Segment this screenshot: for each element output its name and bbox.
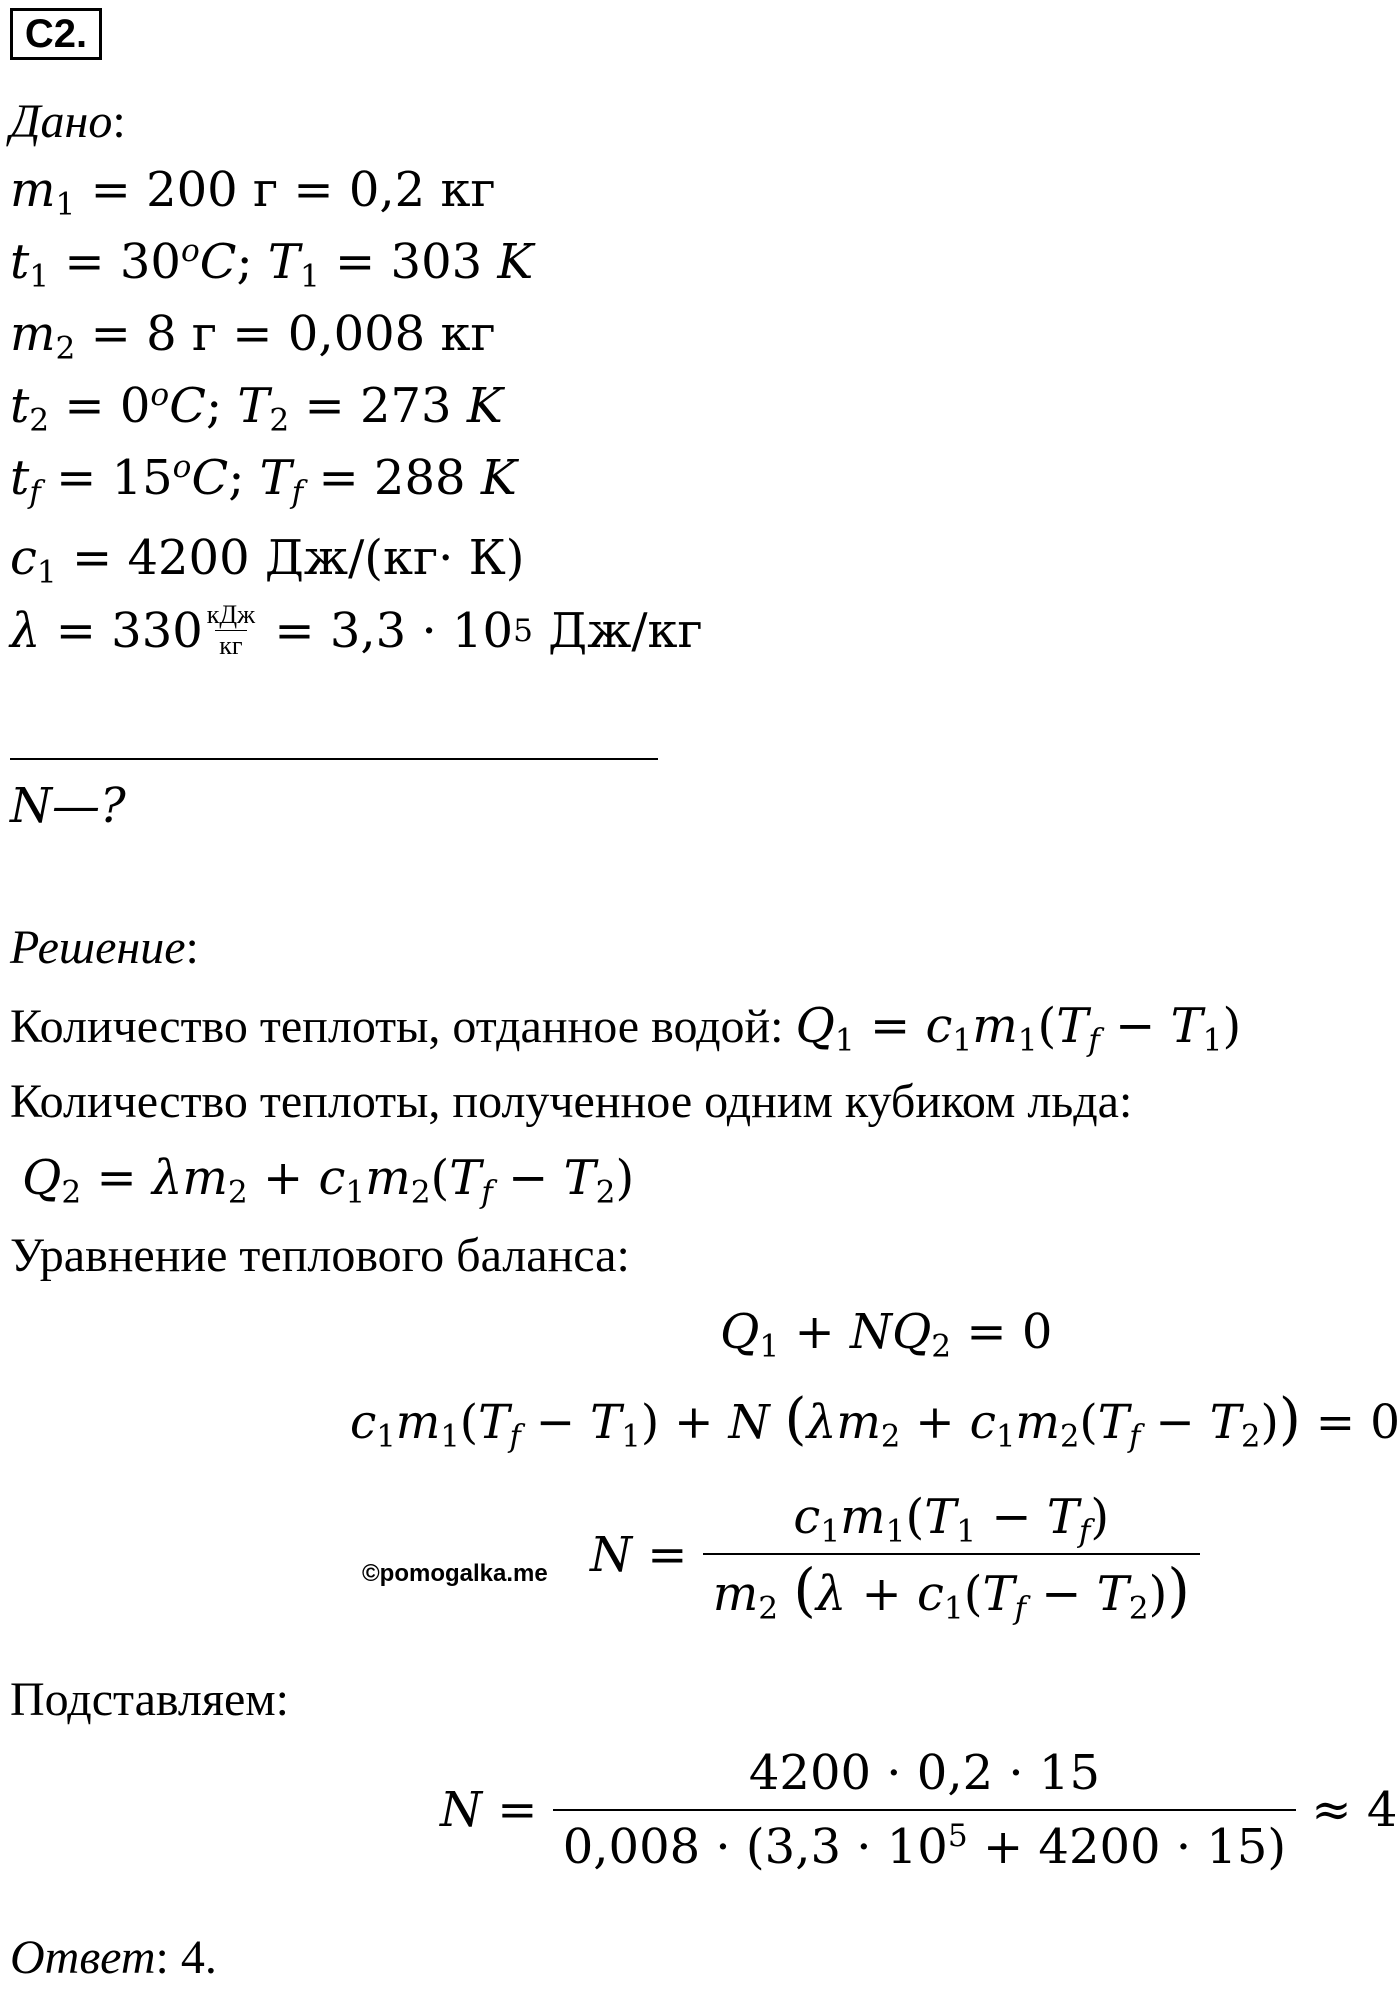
q1-text: Количество теплоты, отданное водой: <box>10 1000 784 1053</box>
answer-value: 4. <box>180 1931 217 1984</box>
substitution-numerator: 4200 · 0,2 · 15 <box>748 1745 1100 1801</box>
q1-formula: $Q_1 = c_1m_1(T_f - T_1)$ <box>795 998 1242 1059</box>
n-formula-numerator: $c_1m_1(T_1 - T_f)$ <box>793 1488 1110 1550</box>
given-label: Дано <box>10 95 113 148</box>
given-m1: $m_1 = 200$ г = 0,2 кг <box>10 162 496 223</box>
n-formula-denominator: $m_2$ $(\lambda + c_1(T_f - T_2))$ <box>703 1553 1200 1624</box>
lambda-unit-fraction: $\frac{\text{кДж}}{кг}$ <box>206 600 256 660</box>
n-formula-fraction <box>703 1487 1200 1627</box>
given-lambda: λ = 330 $\frac{\text{кДж}}{кг}$ = 3,3 · 10 5 Дж/кг <box>10 600 703 660</box>
q2-text: Количество теплоты, полученное одним кубиком льда: <box>10 1075 1133 1128</box>
substitution-result: ≈ 4 <box>1311 1782 1398 1838</box>
given-c1: $c_1 = 4200$ Дж/(кг· К) <box>10 530 525 591</box>
problem-number: C2. <box>10 8 102 60</box>
substitute-text: Подставляем: <box>10 1673 289 1726</box>
n-formula: N = $\frac{c_1m_1(T_1 - T_f)}{m_2 (\lambda + c_1(T_f - T_2))}$ <box>590 1460 1200 1650</box>
given-heading: Дано: <box>10 95 126 148</box>
answer-label: Ответ <box>10 1931 156 1984</box>
given-m2: $m_2 = 8$ г = 0,008 кг <box>10 306 496 367</box>
given-divider <box>10 758 658 760</box>
given-t2: $t_2 = 0^oC$; $T_2 = 273$ K <box>10 376 503 439</box>
balance-text: Уравнение теплового баланса: <box>10 1229 630 1282</box>
balance-equation: $Q_1 + NQ_2 = 0$ <box>720 1304 1053 1365</box>
solution-heading: Решение: <box>10 921 199 974</box>
find-line: N—? <box>10 778 126 834</box>
given-t1: $t_1 = 30^oC$; $T_1 = 303$ K <box>10 232 534 295</box>
solution-label: Решение <box>10 921 186 974</box>
q2-formula: $Q_2 = \lambda m_2 + c_1m_2(T_f - T_2)$ <box>22 1150 635 1211</box>
given-tf: $t_f = 15^oC$; $T_f = 288$ K <box>10 448 517 511</box>
substitution-formula: N = $\frac{4200 \cdot 0,2 \cdot 15}{0,008 \cdot (3,3 \cdot 10^5 + 4200 \cdot 15)}$ ≈ 4 <box>440 1745 1398 1875</box>
substitute-line <box>10 1670 289 1730</box>
balance-expanded: $c_1m_1(T_f - T_1) + N$ $(\lambda m_2 + c_1m_2(T_f - T_2)) = 0$ <box>350 1387 1400 1455</box>
watermark: ©pomogalka.me <box>362 1560 548 1587</box>
answer-line: Ответ: 4. <box>10 1931 217 1984</box>
substitution-denominator: $0,008 \cdot (3,3 \cdot 10^5 + 4200 \cdot 15)$ <box>553 1809 1296 1877</box>
substitution-fraction <box>553 1743 1296 1877</box>
q2-text-line <box>10 1072 1132 1132</box>
balance-text-line <box>10 1226 630 1286</box>
q1-line <box>10 996 1241 1057</box>
